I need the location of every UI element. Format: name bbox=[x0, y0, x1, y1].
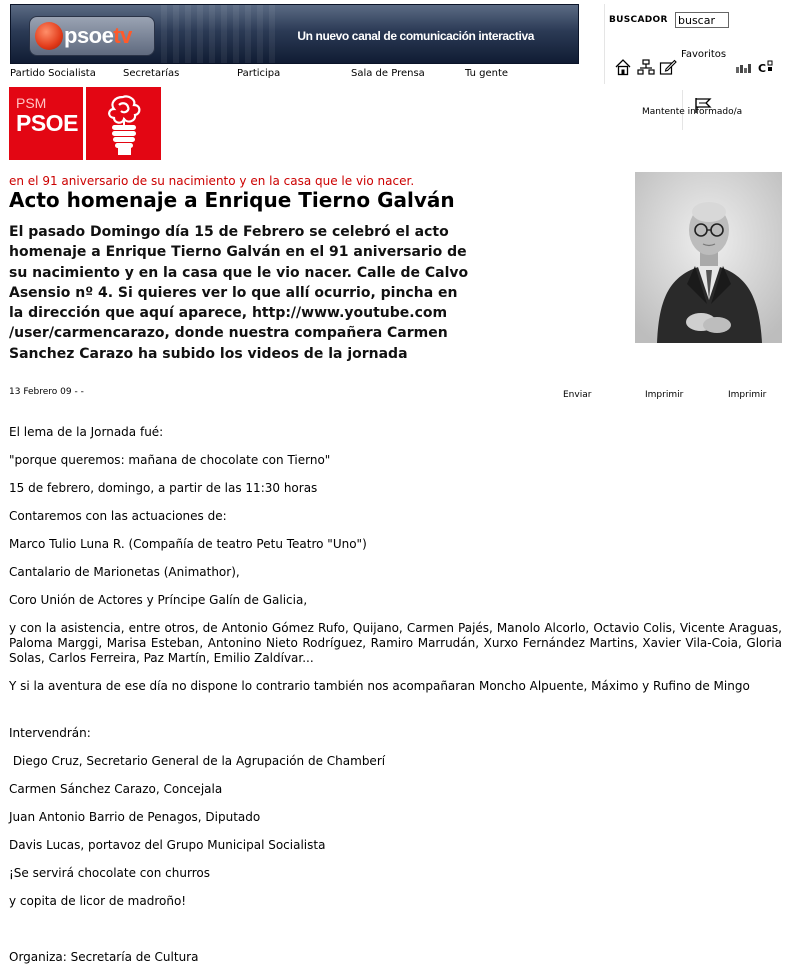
body-paragraph-lema: El lema de la Jornada fué: bbox=[9, 425, 164, 439]
contrast-icon[interactable] bbox=[757, 58, 775, 76]
portrait-photo bbox=[635, 172, 782, 343]
banner-decoration bbox=[161, 5, 281, 63]
body-paragraph-cantalario: Cantalario de Marionetas (Animathor), bbox=[9, 565, 240, 579]
body-paragraph-aventura: Y si la aventura de ese día no dispone lo contrario también nos acompañaran Moncho Alpuente, Máximo y Rufino de Mingo bbox=[9, 679, 750, 693]
logo-circle-icon bbox=[35, 22, 63, 50]
nav-sala-de-prensa[interactable]: Sala de Prensa bbox=[351, 68, 425, 79]
psm-psoe-logo[interactable] bbox=[9, 87, 83, 160]
body-paragraph-slogan: "porque queremos: mañana de chocolate con Tierno" bbox=[9, 453, 331, 467]
body-paragraph-date: 15 de febrero, domingo, a partir de las 11:30 horas bbox=[9, 481, 318, 495]
newsletter-link[interactable]: Mantente informado/a bbox=[642, 107, 743, 117]
nav-participa[interactable]: Participa bbox=[237, 68, 281, 79]
body-paragraph-marco-tulio: Marco Tulio Luna R. (Compañía de teatro Petu Teatro "Uno") bbox=[9, 537, 367, 551]
print-link[interactable]: Imprimir bbox=[645, 390, 684, 400]
search-input[interactable] bbox=[675, 12, 729, 28]
favorites-label[interactable]: Favoritos bbox=[681, 49, 727, 60]
logo-psm-text: PSM bbox=[16, 95, 47, 111]
nav-secretarias[interactable]: Secretarías bbox=[123, 68, 180, 79]
send-link[interactable]: Enviar bbox=[563, 390, 592, 400]
logo-brand-tv: tv bbox=[113, 23, 132, 48]
article-kicker: en el 91 aniversario de su nacimiento y en la casa que le vio nacer. bbox=[9, 174, 415, 188]
utility-divider bbox=[604, 4, 605, 84]
search-label: BUSCADOR bbox=[609, 15, 668, 25]
body-paragraph-licor: y copita de licor de madroño! bbox=[9, 894, 187, 908]
sitemap-icon[interactable] bbox=[637, 58, 655, 76]
body-paragraph-intervendran: Intervendrán: bbox=[9, 726, 91, 740]
body-paragraph-coro: Coro Unión de Actores y Príncipe Galín de Galicia, bbox=[9, 593, 308, 607]
print-link-2[interactable]: Imprimir bbox=[728, 390, 767, 400]
body-paragraph-organiza: Organiza: Secretaría de Cultura bbox=[9, 950, 199, 964]
rose-fist-logo-icon[interactable] bbox=[86, 87, 161, 160]
logo-psoe-text: PSOE bbox=[16, 110, 78, 136]
body-paragraph-diego-cruz: Diego Cruz, Secretario General de la Agrupación de Chamberí bbox=[9, 754, 386, 768]
body-paragraph-asistencia: y con la asistencia, entre otros, de Antonio Gómez Rufo, Quijano, Carmen Pajés, Manolo Alcorlo, Octavio Colis, Vicente Araguas, Paloma Marggi, Marisa Esteban, Antonino Nieto Rodríguez, Ramiro Marrudán, Xurxo Fernández Martins, Xavier Vila-Coia, Gloria Solas, Carlos Ferreira, Paz Martín, Emilio Zaldívar... bbox=[9, 621, 782, 665]
body-paragraph-carmen-sanchez: Carmen Sánchez Carazo, Concejala bbox=[9, 782, 223, 796]
body-paragraph-actuaciones: Contaremos con las actuaciones de: bbox=[9, 509, 227, 523]
nav-partido-socialista[interactable]: Partido Socialista bbox=[10, 68, 96, 79]
body-paragraph-chocolate: ¡Se servirá chocolate con churros bbox=[9, 866, 210, 880]
psoetv-logo[interactable] bbox=[29, 16, 155, 56]
accessibility-icon[interactable] bbox=[735, 58, 753, 76]
nav-tu-gente[interactable]: Tu gente bbox=[465, 68, 509, 79]
edit-icon[interactable] bbox=[659, 58, 677, 76]
article-date: 13 Febrero 09 - - bbox=[9, 387, 84, 397]
header-banner bbox=[10, 4, 579, 64]
home-icon[interactable] bbox=[614, 58, 632, 76]
body-paragraph-juan-antonio: Juan Antonio Barrio de Penagos, Diputado bbox=[9, 810, 261, 824]
article-lead: El pasado Domingo día 15 de Febrero se celebró el acto homenaje a Enrique Tierno Galván en el 91 aniversario de su nacimiento y en la casa que le vio nacer. Calle de Calvo Asensio nº 4. Si quieres ver lo que allí ocurrio, pincha en la dirección que aquí aparece, http://www.youtube.com /user/carmencarazo, donde nuestra compañera Carmen Sanchez Carazo ha subido los videos de la jornada bbox=[9, 224, 469, 362]
article-headline: Acto homenaje a Enrique Tierno Galván bbox=[9, 188, 455, 212]
body-paragraph-davis-lucas: Davis Lucas, portavoz del Grupo Municipal Socialista bbox=[9, 838, 326, 852]
logo-brand-main: psoe bbox=[64, 23, 114, 48]
svg-text:C: C bbox=[758, 62, 767, 75]
banner-tagline: Un nuevo canal de comunicación interactiva bbox=[297, 29, 534, 43]
